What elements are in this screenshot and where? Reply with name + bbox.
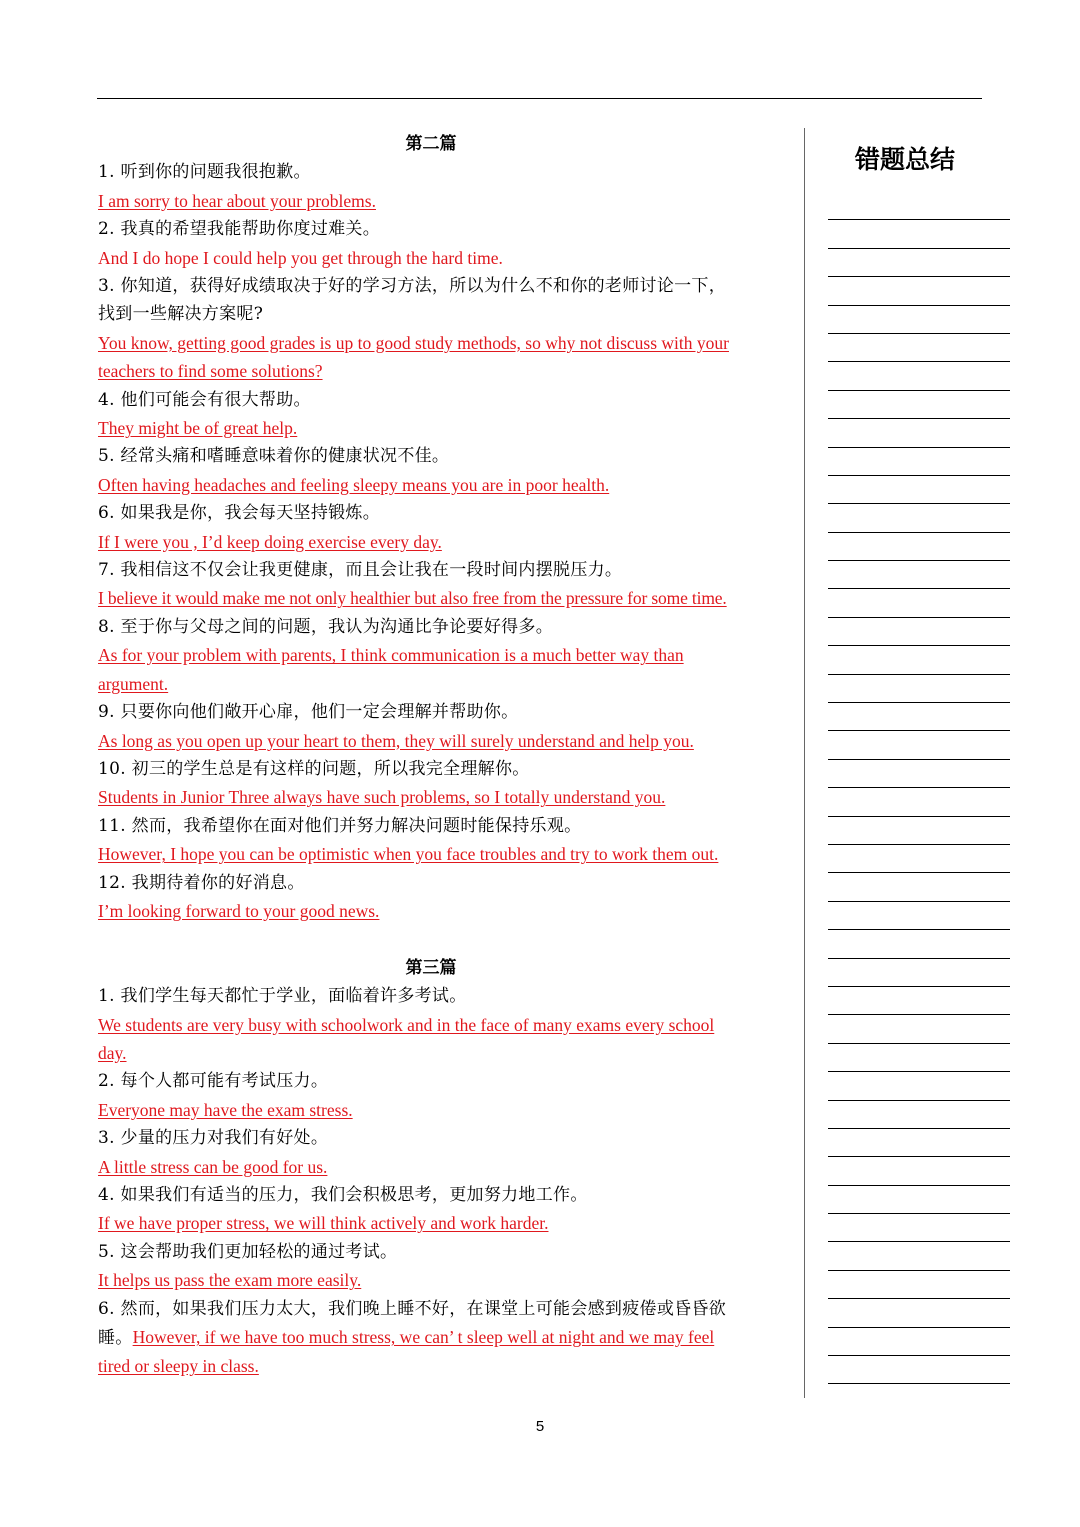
cn-sentence: 2. 每个人都可能有考试压力。 [98,1071,329,1092]
answer-line[interactable] [828,1044,1010,1072]
cn-sentence: 1. 我们学生每天都忙于学业，面临着许多考试。 [98,986,467,1007]
header-rule [97,98,982,99]
en-translation: As long as you open up your heart to them, they will surely understand and help you. [98,730,694,751]
en-translation: However, I hope you can be optimistic when you face troubles and try to work them out. [98,844,719,865]
cn-sentence: 6. 如果我是你，我会每天坚持锻炼。 [98,503,381,524]
answer-line[interactable] [828,476,1010,504]
answer-line[interactable] [828,362,1010,390]
answer-line[interactable] [828,391,1010,419]
en-translation: I’m looking forward to your good news. [98,900,380,921]
answer-line[interactable] [828,277,1010,305]
answer-line[interactable] [828,760,1010,788]
answer-line[interactable] [828,448,1010,476]
answer-line[interactable] [828,249,1010,277]
answer-line[interactable] [828,192,1010,220]
answer-line[interactable] [828,930,1010,958]
en-translation: I am sorry to hear about your problems. [98,190,376,211]
en-translation: As for your problem with parents, I think communication is a much better way than [98,645,684,666]
answer-line[interactable] [828,646,1010,674]
mistake-summary-column [828,142,1010,1384]
answer-line[interactable] [828,817,1010,845]
en-translation: They might be of great help. [98,418,298,439]
cn-sentence: 1. 听到你的问题我很抱歉。 [98,162,311,183]
cn-sentence-cont: 睡。 [98,1328,133,1349]
answer-line[interactable] [828,306,1010,334]
answer-line[interactable] [828,589,1010,617]
answer-lines [828,192,1010,1384]
mixed-line [98,1323,803,1352]
en-translation: If we have proper stress, we will think actively and work harder. [98,1213,549,1234]
answer-line[interactable] [828,1129,1010,1157]
mistake-summary-title: 错题总结 [854,145,955,174]
en-translation: However, if we have too much stress, we can’ t sleep well at night and we may feel [132,1327,715,1348]
exercise-column [98,130,803,1381]
en-translation: If I were you , I’d keep doing exercise every day. [98,531,442,552]
en-translation: Everyone may have the exam stress. [98,1099,353,1120]
answer-line[interactable] [828,419,1010,447]
answer-line[interactable] [828,1356,1010,1384]
section-title-3: 第三篇 [405,957,457,978]
en-translation: It helps us pass the exam more easily. [98,1270,362,1291]
cn-sentence: 5. 经常头痛和嗜睡意味着你的健康状况不佳。 [98,446,450,467]
en-translation: Students in Junior Three always have such problems, so I totally understand you. [98,787,666,808]
cn-sentence: 2. 我真的希望我能帮助你度过难关。 [98,219,381,240]
answer-line[interactable] [828,1157,1010,1185]
section-gap [98,925,803,953]
cn-sentence: 4. 他们可能会有很大帮助。 [98,389,311,410]
answer-line[interactable] [828,873,1010,901]
answer-line[interactable] [828,1186,1010,1214]
answer-line[interactable] [828,533,1010,561]
en-translation-cont: teachers to find some solutions? [98,361,323,382]
cn-sentence: 10. 初三的学生总是有这样的问题，所以我完全理解你。 [98,758,530,779]
answer-line[interactable] [828,703,1010,731]
en-translation: Often having headaches and feeling sleepy means you are in poor health. [98,474,610,495]
answer-line[interactable] [828,334,1010,362]
cn-sentence: 3. 你知道，获得好成绩取决于好的学习方法，所以为什么不和你的老师讨论一下， [98,276,727,297]
answer-line[interactable] [828,987,1010,1015]
cn-sentence: 7. 我相信这不仅会让我更健康，而且会让我在一段时间内摆脱压力。 [98,560,623,581]
answer-line[interactable] [828,902,1010,930]
en-translation: And I do hope I could help you get through the hard time. [98,247,503,268]
answer-line[interactable] [828,1242,1010,1270]
en-translation-cont: day. [98,1042,127,1063]
answer-line[interactable] [828,504,1010,532]
answer-line[interactable] [828,788,1010,816]
section-title-2: 第二篇 [405,134,457,154]
answer-line[interactable] [828,1328,1010,1356]
cn-sentence: 12. 我期待着你的好消息。 [98,872,305,893]
answer-line[interactable] [828,959,1010,987]
en-translation-cont: argument. [98,673,169,694]
answer-line[interactable] [828,1271,1010,1299]
en-translation: I believe it would make me not only healthier but also free from the pressure for some time. [98,588,727,609]
en-translation: You know, getting good grades is up to good study methods, so why not discuss with your [98,332,729,353]
answer-line[interactable] [828,675,1010,703]
answer-line[interactable] [828,561,1010,589]
cn-sentence: 3. 少量的压力对我们有好处。 [98,1128,329,1149]
answer-line[interactable] [828,1072,1010,1100]
en-translation: We students are very busy with schoolwork and in the face of many exams every school [98,1014,715,1035]
answer-line[interactable] [828,731,1010,759]
cn-sentence: 5. 这会帮助我们更加轻松的通过考试。 [98,1241,398,1262]
en-translation-cont: tired or sleepy in class. [98,1356,259,1377]
answer-line[interactable] [828,220,1010,248]
answer-line[interactable] [828,618,1010,646]
answer-line[interactable] [828,1015,1010,1043]
answer-line[interactable] [828,1299,1010,1327]
en-translation: A little stress can be good for us. [98,1156,328,1177]
cn-sentence-cont: 找到一些解决方案呢? [98,304,264,325]
column-divider [804,128,805,1398]
page-number: 5 [535,1418,545,1435]
cn-sentence: 6. 然而，如果我们压力太大，我们晚上睡不好，在课堂上可能会感到疲倦或昏昏欲 [98,1298,727,1319]
cn-sentence: 4. 如果我们有适当的压力，我们会积极思考，更加努力地工作。 [98,1184,588,1205]
answer-line[interactable] [828,1101,1010,1129]
answer-line[interactable] [828,1214,1010,1242]
answer-line[interactable] [828,845,1010,873]
cn-sentence: 11. 然而，我希望你在面对他们并努力解决问题时能保持乐观。 [98,815,582,836]
cn-sentence: 9. 只要你向他们敞开心扉，他们一定会理解并帮助你。 [98,702,519,723]
cn-sentence: 8. 至于你与父母之间的问题，我认为沟通比争论要好得多。 [98,616,554,637]
